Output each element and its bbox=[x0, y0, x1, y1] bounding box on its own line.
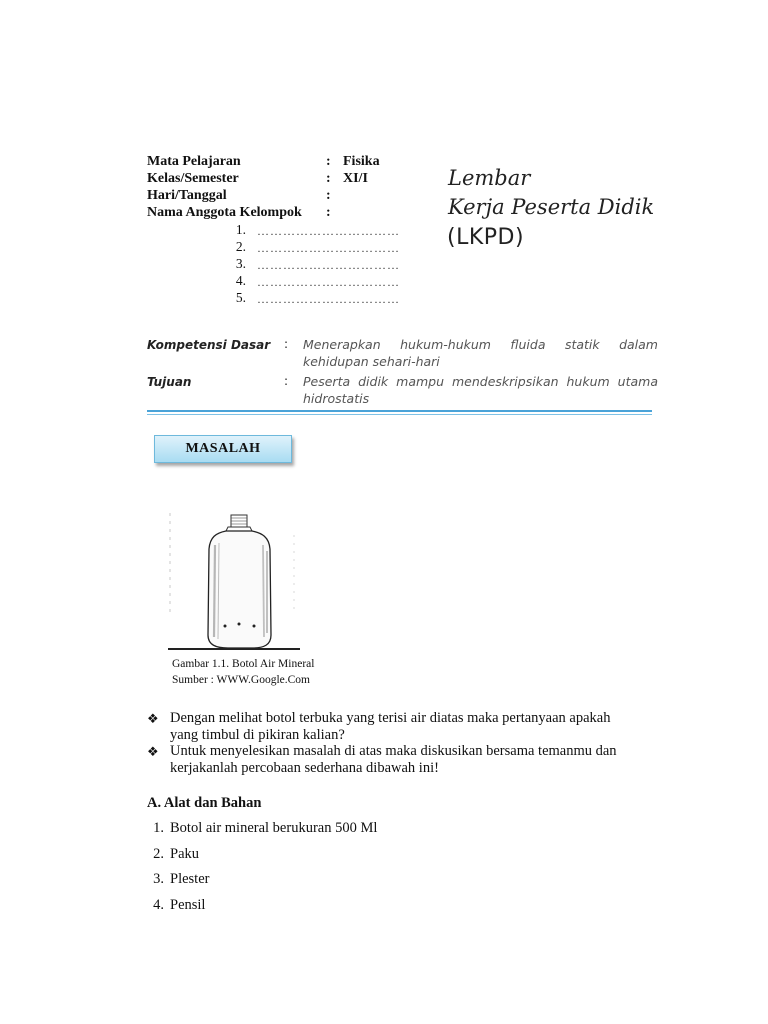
kd-label: Kompetensi Dasar bbox=[147, 338, 271, 352]
field-label-nama-anggota: Nama Anggota Kelompok bbox=[147, 205, 302, 220]
diamond-bullet-icon: ❖ bbox=[147, 711, 159, 726]
kd-text-line1: Menerapkan hukum-hukum fluida statik dalam bbox=[303, 337, 658, 352]
field-value-kelas-semester: XI/I bbox=[343, 171, 368, 186]
field-colon: : bbox=[326, 171, 331, 186]
member-blank[interactable]: …………………………… bbox=[257, 292, 400, 306]
list-item: Plester bbox=[170, 871, 210, 887]
field-label-hari-tanggal: Hari/Tanggal bbox=[147, 188, 227, 203]
figure-caption: Gambar 1.1. Botol Air Mineral bbox=[172, 658, 315, 670]
section-a-heading: A. Alat dan Bahan bbox=[147, 795, 262, 811]
diamond-bullet-icon: ❖ bbox=[147, 744, 159, 759]
field-colon: : bbox=[326, 154, 331, 169]
masalah-heading-box: MASALAH bbox=[154, 435, 292, 463]
list-number: 4. bbox=[153, 897, 164, 913]
title-lembar: Lembar bbox=[448, 166, 531, 190]
tujuan-text-line2: hidrostatis bbox=[303, 391, 370, 406]
list-number: 2. bbox=[153, 846, 164, 862]
member-blank[interactable]: …………………………… bbox=[257, 275, 400, 289]
member-blank[interactable]: …………………………… bbox=[257, 224, 400, 238]
bottle-image bbox=[168, 505, 300, 655]
member-number: 1. bbox=[235, 222, 246, 237]
instruction-2-line2: kerjakanlah percobaan sederhana dibawah ini! bbox=[170, 760, 439, 776]
member-number: 2. bbox=[235, 239, 246, 254]
list-item: Botol air mineral berukuran 500 Ml bbox=[170, 820, 378, 836]
tujuan-colon: : bbox=[284, 374, 289, 388]
list-item: Pensil bbox=[170, 897, 206, 913]
member-blank[interactable]: …………………………… bbox=[257, 258, 400, 272]
member-number: 5. bbox=[235, 290, 246, 305]
instruction-1-line1: Dengan melihat botol terbuka yang terisi air diatas maka pertanyaan apakah bbox=[170, 710, 611, 726]
field-colon: : bbox=[326, 205, 331, 220]
section-divider-thin bbox=[147, 414, 652, 415]
tujuan-text-line1: Peserta didik mampu mendeskripsikan hukum utama bbox=[303, 374, 658, 389]
field-colon: : bbox=[326, 188, 331, 203]
member-blank[interactable]: …………………………… bbox=[257, 241, 400, 255]
figure-source: Sumber : WWW.Google.Com bbox=[172, 674, 310, 686]
field-value-mata-pelajaran: Fisika bbox=[343, 154, 380, 169]
list-item: Paku bbox=[170, 846, 199, 862]
field-label-mata-pelajaran: Mata Pelajaran bbox=[147, 154, 241, 169]
field-label-kelas-semester: Kelas/Semester bbox=[147, 171, 239, 186]
tujuan-label: Tujuan bbox=[147, 375, 192, 389]
section-divider bbox=[147, 410, 652, 412]
title-lkpd: (LKPD) bbox=[447, 225, 525, 250]
kd-text-line2: kehidupan sehari-hari bbox=[303, 354, 440, 369]
instruction-1-line2: yang timbul di pikiran kalian? bbox=[170, 727, 345, 743]
list-number: 3. bbox=[153, 871, 164, 887]
instruction-2-line1: Untuk menyelesikan masalah di atas maka diskusikan bersama temanmu dan bbox=[170, 743, 617, 759]
member-number: 3. bbox=[235, 256, 246, 271]
member-number: 4. bbox=[235, 273, 246, 288]
list-number: 1. bbox=[153, 820, 164, 836]
title-kerja-peserta-didik: Kerja Peserta Didik bbox=[448, 195, 655, 219]
kd-colon: : bbox=[284, 337, 289, 351]
